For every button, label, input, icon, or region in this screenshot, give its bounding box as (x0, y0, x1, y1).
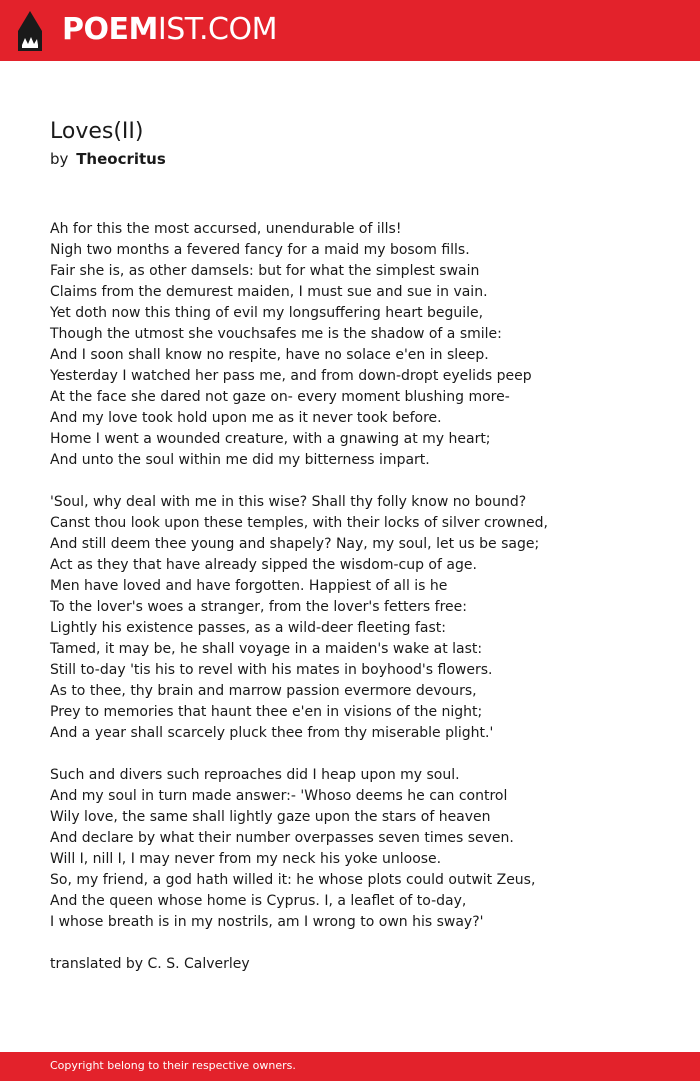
poem-body (50, 219, 670, 996)
poem-line: Tamed, it may be, he shall voyage in a maiden's wake at last: (50, 641, 483, 657)
poem-line: And the queen whose home is Cyprus. I, a leaflet of to-day, (50, 893, 467, 909)
poem-line: I whose breath is in my nostrils, am I wrong to own his sway?' (50, 914, 484, 930)
poem-line: To the lover's woes a stranger, from the lover's fetters free: (50, 599, 467, 615)
poem-line: Lightly his existence passes, as a wild-deer fleeting fast: (50, 620, 446, 636)
poem-title: Loves(II) (50, 119, 144, 144)
poem-line: Yet doth now this thing of evil my longsuffering heart beguile, (50, 305, 484, 321)
logo-bold-text: POEM (62, 12, 158, 47)
poem-line: Home I went a wounded creature, with a gnawing at my heart; (50, 431, 491, 447)
poem-line: And I soon shall know no respite, have no solace e'en in sleep. (50, 347, 489, 363)
poem-line: Canst thou look upon these temples, with their locks of silver crowned, (50, 515, 548, 531)
poem-line: 'Soul, why deal with me in this wise? Shall thy folly know no bound? (50, 494, 527, 510)
poem-line: Claims from the demurest maiden, I must sue and sue in vain. (50, 284, 488, 300)
poem-line: Still to-day 'tis his to revel with his mates in boyhood's flowers. (50, 662, 493, 678)
site-footer (0, 1052, 700, 1081)
pencil-icon[interactable] (18, 11, 42, 51)
poem-line: As to thee, thy brain and marrow passion evermore devours, (50, 683, 477, 699)
poem-stanza (50, 954, 670, 975)
poem-line: And my love took hold upon me as it never took before. (50, 410, 442, 426)
poem-line: Ah for this the most accursed, unendurable of ills! (50, 221, 402, 237)
poem-line: And a year shall scarcely pluck thee from thy miserable plight.' (50, 725, 494, 741)
translator-credit: translated by C. S. Calverley (50, 956, 250, 972)
poem-line: And my soul in turn made answer:- 'Whoso deems he can control (50, 788, 508, 804)
poem-line: Prey to memories that haunt thee e'en in visions of the night; (50, 704, 483, 720)
poem-stanza (50, 765, 670, 933)
poem-stanza (50, 219, 670, 471)
poem-line: Wily love, the same shall lightly gaze upon the stars of heaven (50, 809, 491, 825)
by-label: by (50, 150, 69, 168)
copyright-text: Copyright belong to their respective owners. (50, 1059, 296, 1072)
poem-line: So, my friend, a god hath willed it: he whose plots could outwit Zeus, (50, 872, 536, 888)
poem-stanza (50, 492, 670, 744)
byline (50, 149, 166, 169)
poem-line: At the face she dared not gaze on- every moment blushing more- (50, 389, 510, 405)
poem-line: Such and divers such reproaches did I heap upon my soul. (50, 767, 460, 783)
poem-line: Yesterday I watched her pass me, and from down-dropt eyelids peep (50, 368, 532, 384)
author-name: Theocritus (76, 150, 166, 168)
poem-line: Fair she is, as other damsels: but for what the simplest swain (50, 263, 480, 279)
poem-line: Though the utmost she vouchsafes me is the shadow of a smile: (50, 326, 502, 342)
poem-line: Nigh two months a fevered fancy for a maid my bosom fills. (50, 242, 470, 258)
site-header (0, 0, 700, 61)
poem-line: Act as they that have already sipped the wisdom-cup of age. (50, 557, 477, 573)
site-logo[interactable] (62, 9, 277, 51)
poem-line: And declare by what their number overpasses seven times seven. (50, 830, 514, 846)
logo-light-text: IST.COM (157, 12, 277, 47)
poem-line: Men have loved and have forgotten. Happiest of all is he (50, 578, 448, 594)
poem-line: Will I, nill I, I may never from my neck his yoke unloose. (50, 851, 442, 867)
poem-line: And unto the soul within me did my bitterness impart. (50, 452, 430, 468)
poem-line: And still deem thee young and shapely? Nay, my soul, let us be sage; (50, 536, 540, 552)
